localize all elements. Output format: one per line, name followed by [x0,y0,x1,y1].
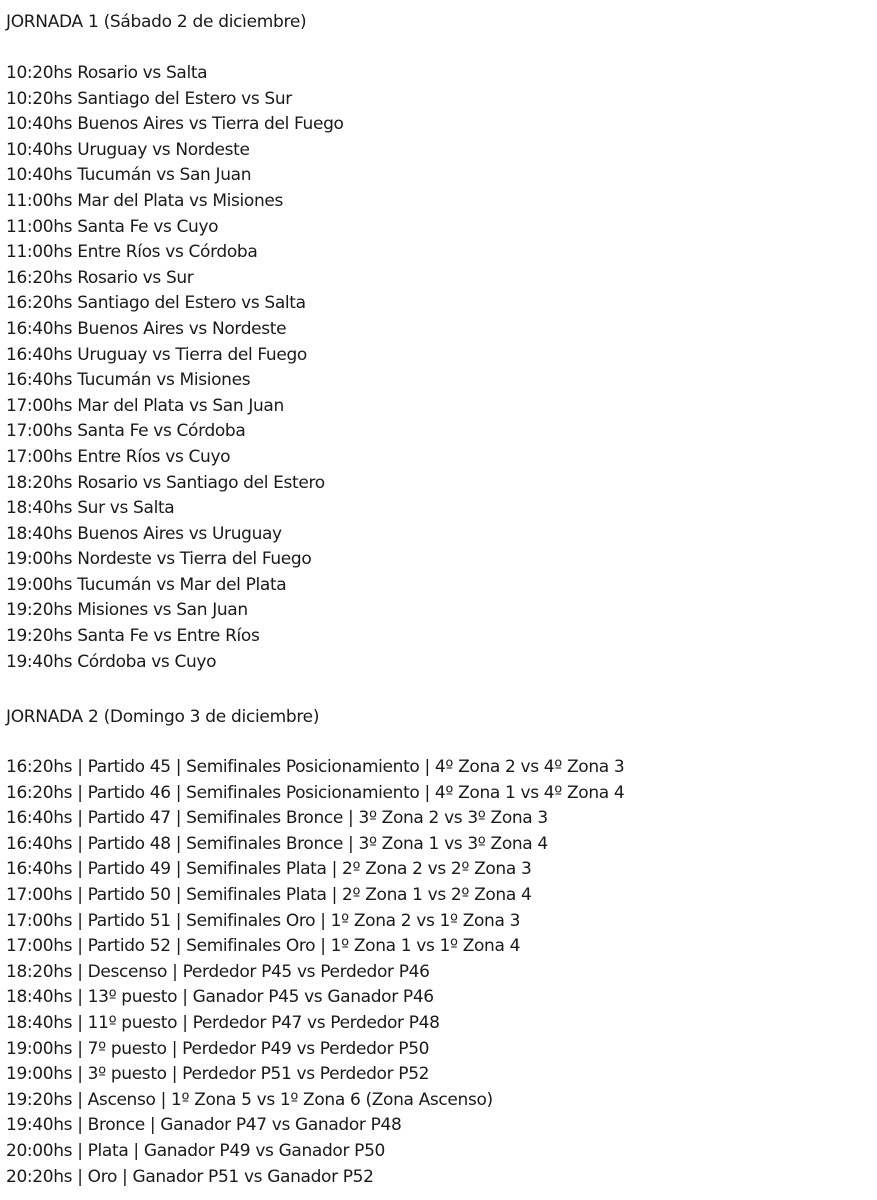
match-line: 19:00hs | 3º puesto | Perdedor P51 vs Perdedor P52 [6,1064,430,1085]
match-line: 16:20hs | Partido 46 | Semifinales Posicionamiento | 4º Zona 1 vs 4º Zona 4 [6,782,625,803]
match-line: 19:00hs | 7º puesto | Perdedor P49 vs Perdedor P50 [6,1038,430,1059]
match-line: 17:00hs | Partido 51 | Semifinales Oro | 1º Zona 2 vs 1º Zona 3 [6,910,521,931]
match-line: 20:00hs | Plata | Ganador P49 vs Ganador P50 [6,1140,385,1161]
match-line: 11:00hs Santa Fe vs Cuyo [6,216,219,237]
match-line: 19:40hs | Bronce | Ganador P47 vs Ganador P48 [6,1115,402,1136]
match-line: 10:40hs Buenos Aires vs Tierra del Fuego [6,114,344,135]
match-line: 10:40hs Uruguay vs Nordeste [6,139,250,160]
match-line: 16:40hs | Partido 48 | Semifinales Bronce | 3º Zona 1 vs 3º Zona 4 [6,833,548,854]
match-line: 18:40hs | 11º puesto | Perdedor P47 vs Perdedor P48 [6,1012,440,1033]
match-line: 10:20hs Rosario vs Salta [6,63,208,83]
match-line: 16:20hs Rosario vs Sur [6,267,194,288]
match-line: 17:00hs Santa Fe vs Córdoba [6,421,246,442]
jornada-2-match-list [6,755,624,1190]
match-line: 16:40hs Tucumán vs Misiones [6,370,251,391]
match-line: 11:00hs Mar del Plata vs Misiones [6,190,283,211]
match-line: 10:40hs Tucumán vs San Juan [6,165,252,186]
match-line: 16:40hs | Partido 49 | Semifinales Plata | 2º Zona 2 vs 2º Zona 3 [6,859,532,880]
jornada-1-title: JORNADA 1 (Sábado 2 de diciembre) [6,12,307,32]
match-line: 19:20hs | Ascenso | 1º Zona 5 vs 1º Zona 6 (Zona Ascenso) [6,1089,493,1110]
match-line: 17:00hs Entre Ríos vs Cuyo [6,446,231,467]
match-line: 18:40hs Buenos Aires vs Uruguay [6,523,282,544]
match-line: 18:40hs Sur vs Salta [6,498,175,519]
match-line: 17:00hs Mar del Plata vs San Juan [6,395,284,416]
match-line: 19:00hs Nordeste vs Tierra del Fuego [6,549,312,570]
match-line: 17:00hs | Partido 50 | Semifinales Plata | 2º Zona 1 vs 2º Zona 4 [6,884,532,905]
match-line: 16:20hs | Partido 45 | Semifinales Posicionamiento | 4º Zona 2 vs 4º Zona 3 [6,757,625,777]
match-line: 18:40hs | 13º puesto | Ganador P45 vs Ganador P46 [6,987,434,1008]
match-line: 16:40hs Uruguay vs Tierra del Fuego [6,344,307,365]
jornada-1-match-list [6,61,344,675]
match-line: 16:40hs | Partido 47 | Semifinales Bronce | 3º Zona 2 vs 3º Zona 3 [6,808,548,829]
match-line: 19:20hs Misiones vs San Juan [6,600,248,621]
match-line: 19:40hs Córdoba vs Cuyo [6,651,217,672]
match-line: 18:20hs Rosario vs Santiago del Estero [6,472,325,493]
match-line: 17:00hs | Partido 52 | Semifinales Oro | 1º Zona 1 vs 1º Zona 4 [6,936,521,957]
match-line: 10:20hs Santiago del Estero vs Sur [6,88,292,109]
match-line: 16:40hs Buenos Aires vs Nordeste [6,318,287,339]
jornada-2-title: JORNADA 2 (Domingo 3 de diciembre) [6,707,320,727]
match-line: 11:00hs Entre Ríos vs Córdoba [6,242,258,263]
match-line: 19:00hs Tucumán vs Mar del Plata [6,574,287,595]
match-line: 20:20hs | Oro | Ganador P51 vs Ganador P52 [6,1166,374,1187]
match-line: 18:20hs | Descenso | Perdedor P45 vs Perdedor P46 [6,961,430,982]
match-line: 16:20hs Santiago del Estero vs Salta [6,293,306,314]
match-line: 19:20hs Santa Fe vs Entre Ríos [6,626,260,647]
